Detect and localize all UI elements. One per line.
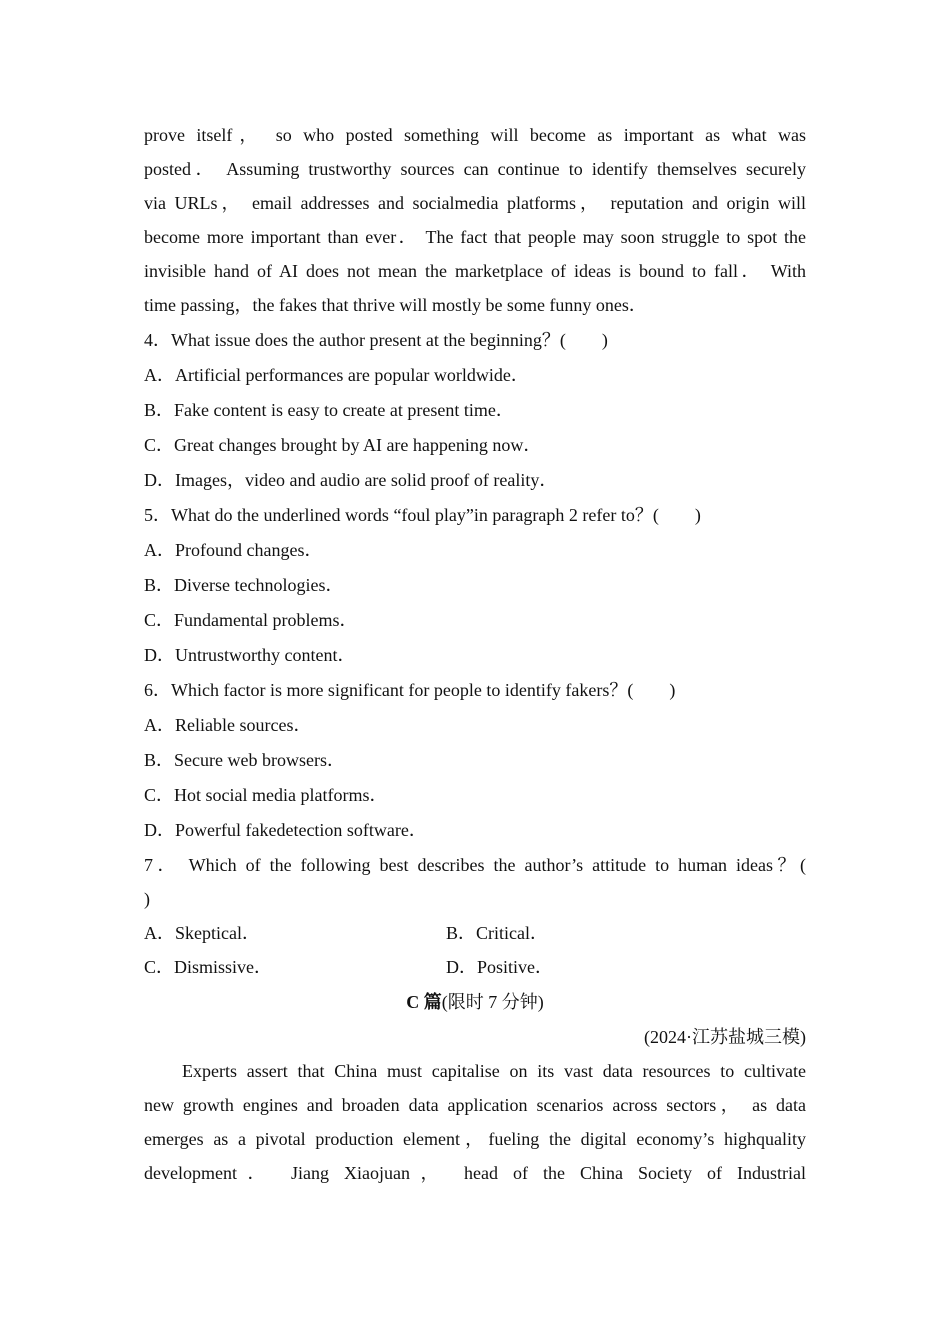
question-4-option-d: D．Images，video and audio are solid proof of reality． (144, 470, 558, 490)
passage-line: posted． Assuming trustworthy sources can continue to identify themselves securely (144, 159, 806, 179)
section-c-heading (144, 985, 806, 1019)
section-c-passage-line: Experts assert that China must capitalise on its vast data resources to cultivate (182, 1061, 806, 1081)
question-7-stem-continued: ) (144, 889, 150, 909)
question-4-option-c: C．Great changes brought by AI are happening now． (144, 435, 542, 455)
question-5-option-a: A．Profound changes． (144, 540, 323, 560)
question-4-stem: 4．What issue does the author present at the beginning？( ) (144, 330, 608, 350)
passage-line: prove itself， so who posted something will become as important as what was (144, 125, 806, 145)
section-c-time-limit: (限时 7 分钟) (441, 992, 544, 1012)
passage-line: become more important than ever． The fact that people may soon struggle to spot the (144, 227, 806, 247)
question-6-option-c: C．Hot social media platforms． (144, 785, 388, 805)
question-7-option-c: C．Dismissive． (144, 957, 273, 977)
passage-line: invisible hand of AI does not mean the marketplace of ideas is bound to fall． With (144, 261, 806, 281)
section-c-label: C 篇 (406, 992, 442, 1012)
question-5-option-c: C．Fundamental problems． (144, 610, 358, 630)
section-c-passage-line: emerges as a pivotal production element，fueling the digital economy’s highquality (144, 1129, 806, 1149)
passage-line: time passing，the fakes that thrive will mostly be some funny ones． (144, 295, 647, 315)
question-6-option-b: B．Secure web browsers． (144, 750, 345, 770)
section-c-passage-line: new growth engines and broaden data application scenarios across sectors， as data (144, 1095, 806, 1115)
question-4-option-b: B．Fake content is easy to create at present time． (144, 400, 514, 420)
question-6-option-d: D．Powerful fakedetection software． (144, 820, 427, 840)
question-7-option-d: D．Positive． (446, 957, 554, 977)
question-7-option-a: A．Skeptical． (144, 923, 260, 943)
question-5-option-d: D．Untrustworthy content． (144, 645, 356, 665)
question-6-option-a: A．Reliable sources． (144, 715, 312, 735)
section-c-passage-line: development． Jiang Xiaojuan， head of the China Society of Industrial (144, 1163, 806, 1183)
question-4-option-a: A．Artificial performances are popular worldwide． (144, 365, 529, 385)
question-6-stem: 6．Which factor is more significant for people to identify fakers？( ) (144, 680, 676, 700)
question-5-stem: 5．What do the underlined words “foul play”in paragraph 2 refer to？( ) (144, 505, 701, 525)
section-c-source: (2024·江苏盐城三模) (644, 1027, 806, 1047)
question-7-option-b: B．Critical． (446, 923, 548, 943)
question-7-stem: 7． Which of the following best describes the author’s attitude to human ideas？( (144, 855, 806, 875)
passage-line: via URLs， email addresses and socialmedia platforms， reputation and origin will (144, 193, 806, 213)
question-5-option-b: B．Diverse technologies． (144, 575, 344, 595)
